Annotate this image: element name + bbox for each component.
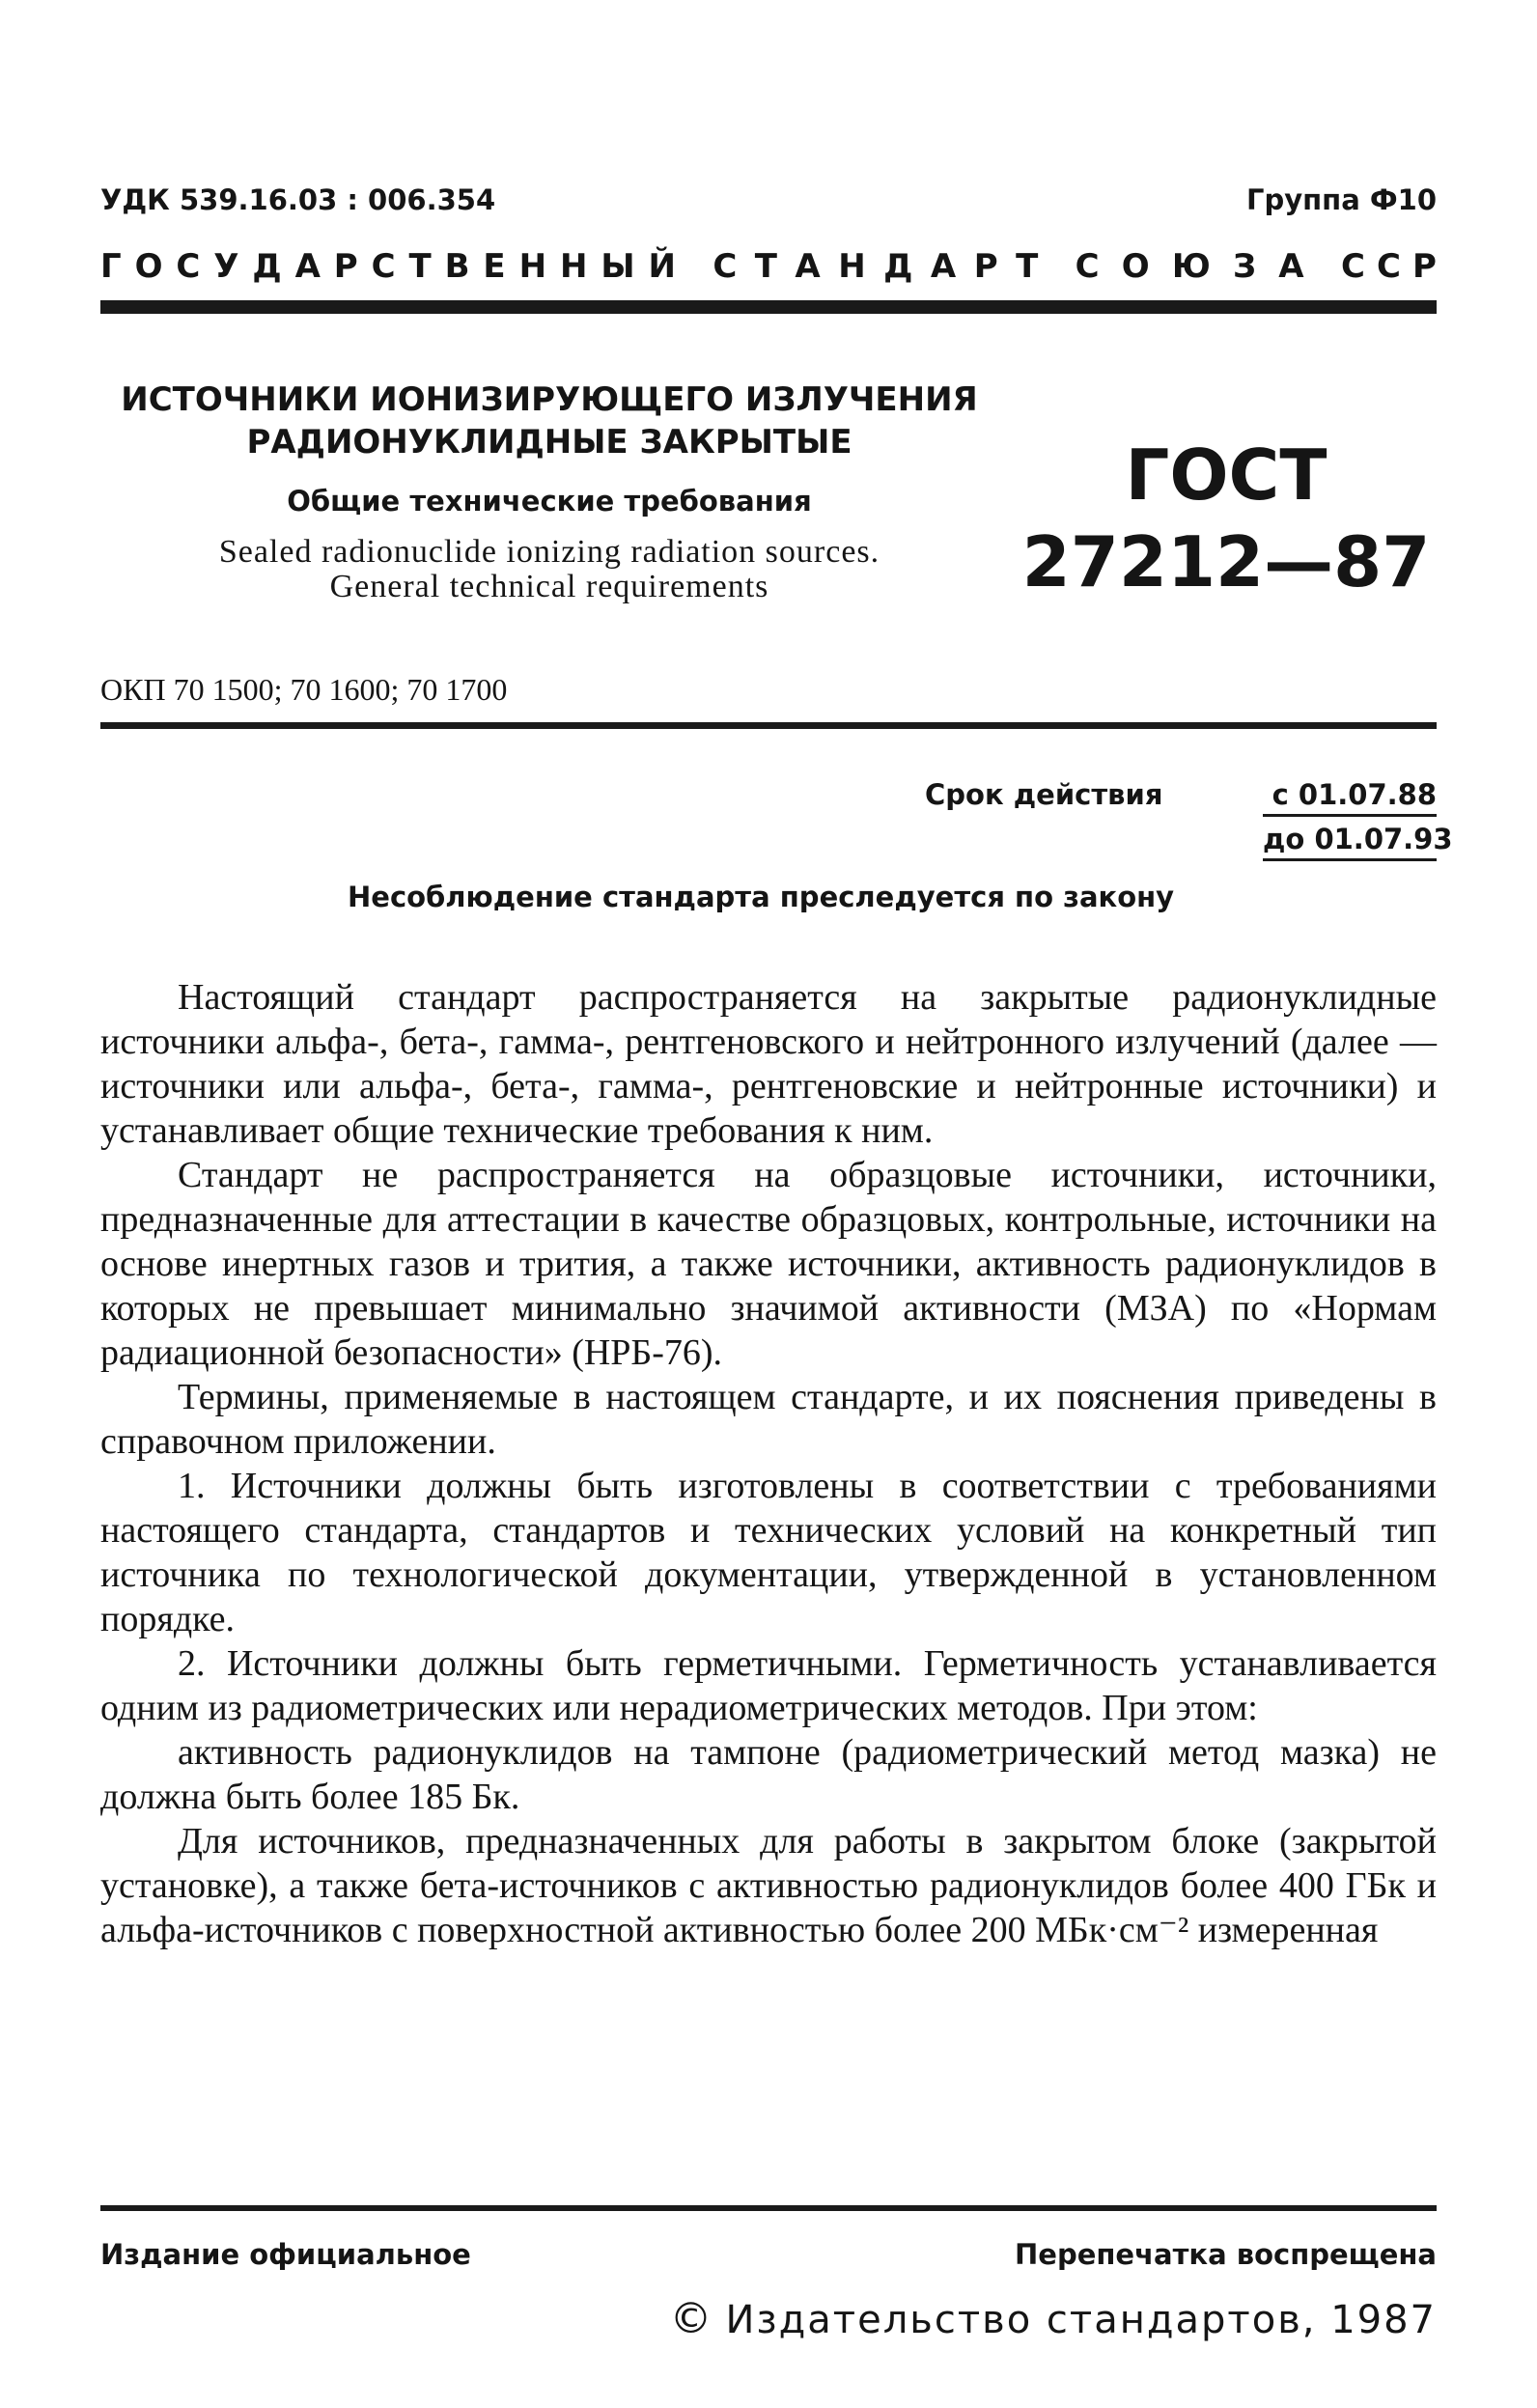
section-rule xyxy=(100,722,1437,729)
paragraph: Для источников, предназначенных для работы в закрытом блоке (закрытой установке), а также бета-источников с активностью радионуклидов более 400 ГБк и альфа-источников с поверхностной активностью более 200 МБк·см⁻² измеренная xyxy=(100,1821,1437,1950)
publisher-line xyxy=(669,2294,1437,2343)
state-word-2: С Т А Н Д А Р Т xyxy=(713,247,1039,286)
state-word-4: С С Р xyxy=(1340,247,1437,286)
paragraph: Настоящий стандарт распространяется на закрытые радионуклидные источники альфа-, бета-, гамма-, рентгеновского и нейтронного излучений (далее — источники или альфа-, бета-, гамма-, рентгеновские и нейтронные источники) и устанавливает общие технические требования к ним. xyxy=(100,977,1437,1151)
gost-number: 27212—87 xyxy=(1021,521,1431,602)
validity-to: до 01.07.93 xyxy=(1263,823,1437,861)
validity-label: Срок действия xyxy=(925,778,1163,811)
udk-code: УДК 539.16.03 : 006.354 xyxy=(100,183,496,216)
title-block xyxy=(100,378,998,604)
reprint-notice: Перепечатка воспрещена xyxy=(1015,2238,1437,2271)
gost-label: ГОСТ xyxy=(1125,434,1327,516)
title-line-1: ИСТОЧНИКИ ИОНИЗИРУЮЩЕГО ИЗЛУЧЕНИЯ xyxy=(121,380,978,419)
paragraph: активность радионуклидов на тампоне (радиометрический метод мазка) не должна быть более 185 Бк. xyxy=(100,1732,1437,1817)
copyright-icon: © xyxy=(669,2294,714,2343)
okp-codes: ОКП 70 1500; 70 1600; 70 1700 xyxy=(100,672,508,707)
legal-notice: Несоблюдение стандарта преследуется по закону xyxy=(348,881,1175,913)
group-code: Группа Ф10 xyxy=(1246,183,1437,216)
publisher-name: Издательство стандартов, 1987 xyxy=(725,2298,1437,2342)
state-standard-heading xyxy=(100,247,1437,286)
state-word-1: Г О С У Д А Р С Т В Е Н Н Ы Й xyxy=(100,247,676,286)
subtitle: Общие технические требования xyxy=(287,485,812,518)
paragraph: 1. Источники должны быть изготовлены в соответствии с требованиями настоящего стандарта, стандартов и технических условий на конкретный тип источника по технологической документации, утвержденной в установленном порядке. xyxy=(100,1466,1437,1639)
english-title-line-1: Sealed radionuclide ionizing radiation sources. xyxy=(218,534,880,570)
state-word-3: С О Ю З А xyxy=(1075,247,1304,286)
body-text xyxy=(100,975,1437,1952)
english-title-line-2: General technical requirements xyxy=(329,569,769,604)
title-line-2: РАДИОНУКЛИДНЫЕ ЗАКРЫТЫЕ xyxy=(246,423,852,462)
footer-rule xyxy=(100,2205,1437,2211)
paragraph: Стандарт не распространяется на образцовые источники, источники, предназначенные для аттестации в качестве образцовых, контрольные, источники на основе инертных газов и трития, а также источники, активность радионуклидов в которых не превышает минимально значимой активности (МЗА) по «Нормам радиационной безопасности» (НРБ-76). xyxy=(100,1155,1437,1373)
paragraph: Термины, применяемые в настоящем стандарте, и их пояснения приведены в справочном приложении. xyxy=(100,1377,1437,1462)
header-rule xyxy=(100,300,1437,314)
paragraph: 2. Источники должны быть герметичными. Герметичность устанавливается одним из радиометрических или нерадиометрических методов. При этом: xyxy=(100,1643,1437,1728)
edition-label: Издание официальное xyxy=(100,2238,471,2271)
validity-from: с 01.07.88 xyxy=(1263,778,1437,817)
